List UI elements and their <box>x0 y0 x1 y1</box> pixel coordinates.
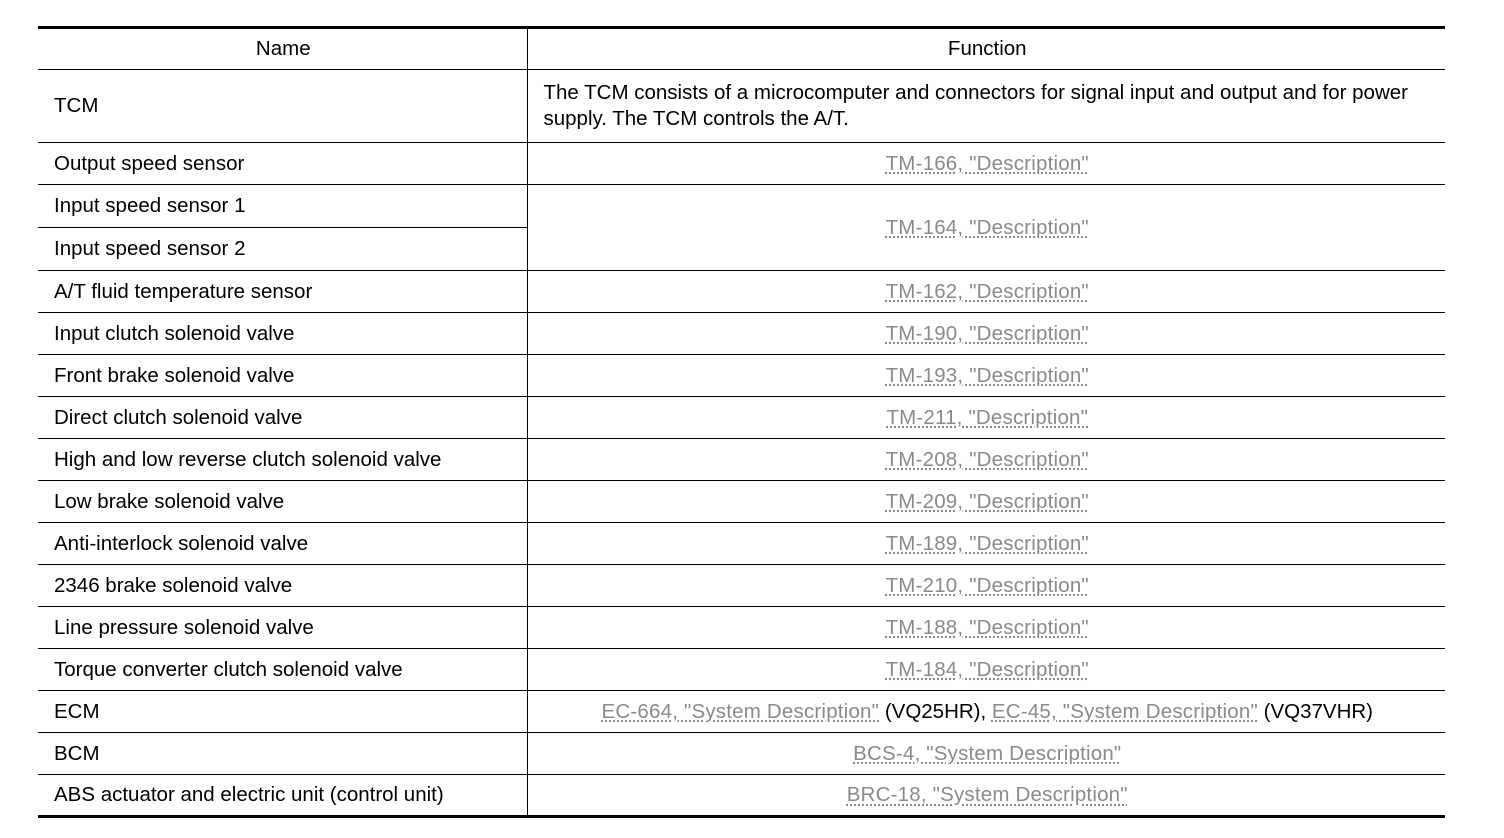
row-function-input-clutch-solenoid <box>527 313 1445 355</box>
link-tm-164[interactable]: TM-164, "Description" <box>885 215 1089 239</box>
ecm-engine-vq37vhr: (VQ37VHR) <box>1257 699 1374 723</box>
link-tm-193[interactable]: TM-193, "Description" <box>885 363 1089 387</box>
row-function-at-fluid-temp-sensor <box>527 271 1445 313</box>
link-tm-189[interactable]: TM-189, "Description" <box>885 531 1089 555</box>
row-name-ecm: ECM <box>38 691 527 733</box>
table-row <box>38 523 1445 565</box>
table-row <box>38 143 1445 185</box>
link-tm-211[interactable]: TM-211, "Description" <box>886 405 1089 429</box>
table-header-row <box>38 28 1445 70</box>
row-name-direct-clutch-solenoid: Direct clutch solenoid valve <box>38 397 527 439</box>
row-function-front-brake-solenoid <box>527 355 1445 397</box>
row-name-tcm: TCM <box>38 70 527 143</box>
row-function-2346-brake-solenoid <box>527 565 1445 607</box>
header-function: Function <box>527 28 1445 70</box>
row-name-anti-interlock-solenoid: Anti-interlock solenoid valve <box>38 523 527 565</box>
row-function-direct-clutch-solenoid <box>527 397 1445 439</box>
link-tm-208[interactable]: TM-208, "Description" <box>885 447 1089 471</box>
row-function-bcm <box>527 733 1445 775</box>
link-tm-162[interactable]: TM-162, "Description" <box>885 279 1089 303</box>
row-name-line-pressure-solenoid: Line pressure solenoid valve <box>38 607 527 649</box>
row-name-torque-converter-clutch-solenoid: Torque converter clutch solenoid valve <box>38 649 527 691</box>
row-name-input-speed-sensor-1: Input speed sensor 1 <box>38 185 527 228</box>
link-tm-188[interactable]: TM-188, "Description" <box>885 615 1089 639</box>
ecm-engine-vq25hr: (VQ25HR), <box>879 699 992 723</box>
row-function-high-low-reverse-clutch-solenoid <box>527 439 1445 481</box>
table-row <box>38 649 1445 691</box>
table-row <box>38 271 1445 313</box>
table-row <box>38 439 1445 481</box>
table-row <box>38 607 1445 649</box>
row-name-low-brake-solenoid: Low brake solenoid valve <box>38 481 527 523</box>
link-bcs-4[interactable]: BCS-4, "System Description" <box>853 741 1122 765</box>
table-row <box>38 565 1445 607</box>
table-row <box>38 70 1445 143</box>
row-name-abs-actuator: ABS actuator and electric unit (control unit) <box>38 775 527 817</box>
row-name-output-speed-sensor: Output speed sensor <box>38 143 527 185</box>
row-function-input-speed-sensors <box>527 185 1445 271</box>
row-function-output-speed-sensor <box>527 143 1445 185</box>
row-function-line-pressure-solenoid <box>527 607 1445 649</box>
row-function-anti-interlock-solenoid <box>527 523 1445 565</box>
table-row <box>38 775 1445 817</box>
row-name-input-speed-sensor-2: Input speed sensor 2 <box>38 228 527 271</box>
row-name-2346-brake-solenoid: 2346 brake solenoid valve <box>38 565 527 607</box>
row-name-front-brake-solenoid: Front brake solenoid valve <box>38 355 527 397</box>
table-row <box>38 691 1445 733</box>
link-ec-45[interactable]: EC-45, "System Description" <box>991 699 1258 723</box>
link-ec-664[interactable]: EC-664, "System Description" <box>601 699 880 723</box>
row-function-torque-converter-clutch-solenoid <box>527 649 1445 691</box>
table-row <box>38 733 1445 775</box>
link-tm-190[interactable]: TM-190, "Description" <box>885 321 1089 345</box>
link-tm-166[interactable]: TM-166, "Description" <box>885 151 1089 175</box>
component-function-table <box>38 26 1445 818</box>
link-tm-184[interactable]: TM-184, "Description" <box>885 657 1089 681</box>
table-row <box>38 185 1445 228</box>
row-function-ecm <box>527 691 1445 733</box>
row-name-high-low-reverse-clutch-solenoid: High and low reverse clutch solenoid valve <box>38 439 527 481</box>
header-name: Name <box>255 37 311 60</box>
row-function-tcm: The TCM consists of a microcomputer and connectors for signal input and output and for power supply. The TCM controls the A/T. <box>527 70 1445 143</box>
table-row <box>38 481 1445 523</box>
link-tm-210[interactable]: TM-210, "Description" <box>885 573 1089 597</box>
row-name-input-clutch-solenoid: Input clutch solenoid valve <box>38 313 527 355</box>
link-tm-209[interactable]: TM-209, "Description" <box>885 489 1089 513</box>
table-row <box>38 313 1445 355</box>
row-name-bcm: BCM <box>38 733 527 775</box>
table-row <box>38 355 1445 397</box>
row-name-at-fluid-temp-sensor: A/T fluid temperature sensor <box>38 271 527 313</box>
row-function-low-brake-solenoid <box>527 481 1445 523</box>
row-function-abs-actuator <box>527 775 1445 817</box>
link-brc-18[interactable]: BRC-18, "System Description" <box>846 783 1128 806</box>
table-row <box>38 397 1445 439</box>
